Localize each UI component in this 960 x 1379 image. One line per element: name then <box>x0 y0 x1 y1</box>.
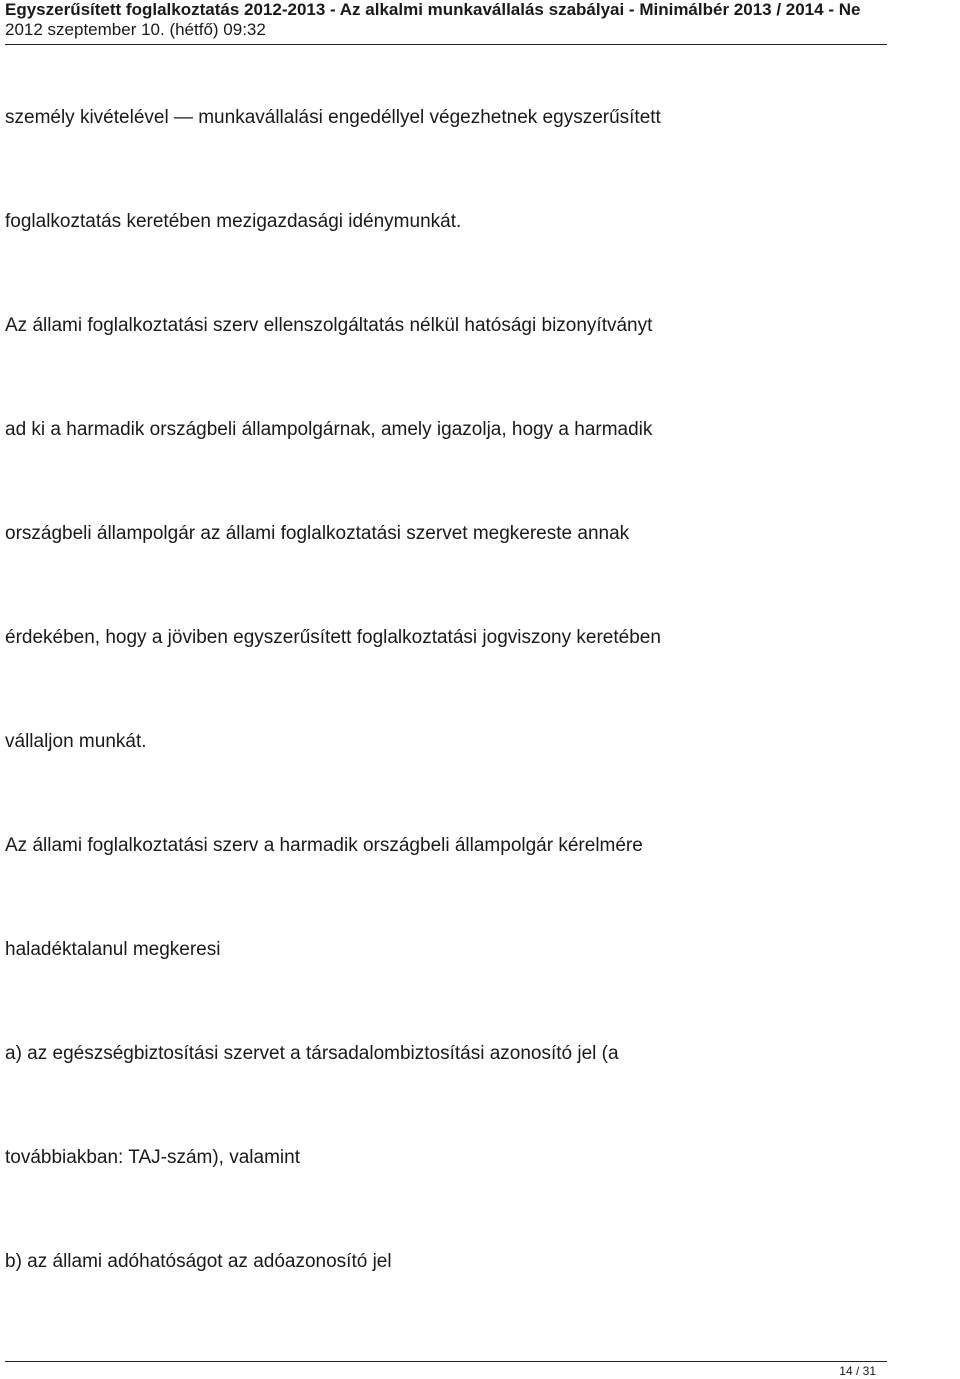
text-line: Az állami foglalkoztatási szerv ellenszolgáltatás nélkül hatósági bizonyítványt <box>5 315 653 336</box>
document-date: 2012 szeptember 10. (hétfő) 09:32 <box>5 20 266 39</box>
text-line: érdekében, hogy a jöviben egyszerűsített foglalkoztatási jogviszony keretében <box>5 627 661 648</box>
footer-divider <box>5 1361 887 1362</box>
text-line: a) az egészségbiztosítási szervet a társadalombiztosítási azonosító jel (a <box>5 1043 619 1064</box>
text-line: Az állami foglalkoztatási szerv a harmadik országbeli állampolgár kérelmére <box>5 835 643 856</box>
document-title: Egyszerűsített foglalkoztatás 2012-2013 - Az alkalmi munkavállalás szabályai - Minimálbér 2013 / 2014 - Ne <box>5 0 861 19</box>
text-line: haladéktalanul megkeresi <box>5 939 221 960</box>
page-number: 14 / 31 <box>839 1364 876 1378</box>
text-line: vállaljon munkát. <box>5 731 147 752</box>
text-line: b) az állami adóhatóságot az adóazonosító jel <box>5 1251 392 1272</box>
text-line: ad ki a harmadik országbeli állampolgárnak, amely igazolja, hogy a harmadik <box>5 419 653 440</box>
text-line: országbeli állampolgár az állami foglalkoztatási szervet megkereste annak <box>5 523 630 544</box>
text-line: foglalkoztatás keretében mezigazdasági idénymunkát. <box>5 211 462 232</box>
header-divider <box>5 44 887 45</box>
text-line: személy kivételével — munkavállalási engedéllyel végezhetnek egyszerűsített <box>5 107 661 128</box>
text-line: továbbiakban: TAJ-szám), valamint <box>5 1147 300 1168</box>
